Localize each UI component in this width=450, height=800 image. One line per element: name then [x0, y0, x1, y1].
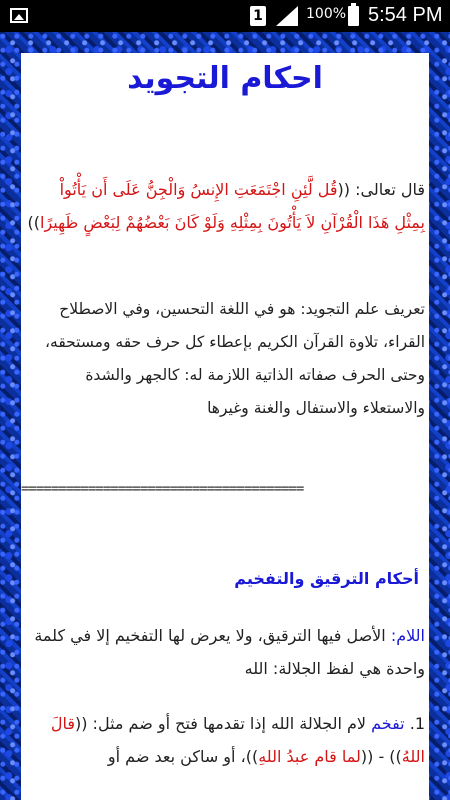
- clock: 5:54 PM: [368, 4, 443, 26]
- rule-paragraph: [27, 707, 425, 773]
- rule-text-3: ))، أو ساكن بعد ضم أو: [107, 747, 259, 766]
- section-divider: ======================================: [21, 481, 304, 497]
- rule-text-2: )) - ((: [360, 747, 402, 766]
- content-page[interactable]: [21, 53, 429, 800]
- lam-paragraph: [27, 619, 425, 685]
- sim-indicator: 1: [250, 6, 266, 26]
- rule-text-1: لام الجلالة الله إذا تقدمها فتح أو ضم مثل: ((: [74, 714, 372, 733]
- rule-example-1: قالَ اللهُ: [50, 714, 425, 766]
- battery-icon: [348, 6, 359, 26]
- page-title: احكام التجويد: [127, 61, 323, 96]
- section-title: أحكام الترقيق والتفخيم: [234, 569, 419, 588]
- rule-example-2: لما قام عبدُ اللهِ: [258, 747, 361, 766]
- status-bar: [0, 0, 450, 32]
- signal-icon: [276, 6, 298, 26]
- gallery-notification-icon: [10, 8, 28, 23]
- rule-label: تفخم: [371, 714, 405, 733]
- verse-paragraph: [27, 173, 425, 239]
- lam-text: الأصل فيها الترقيق، ولا يعرض لها التفخيم إلا في كلمة واحدة هي لفظ الجلالة: الله: [34, 626, 425, 678]
- verse-outro: )): [27, 213, 41, 232]
- verse-text: قُل لَّئِنِ اجْتَمَعَتِ الإِنسُ وَالْجِنُّ عَلَى أَن يَأْتُواْ بِمِثْلِ هَذَا الْقُرْآنِ لاَ يَأْتُونَ بِمِثْلِهِ وَلَوْ كَانَ بَعْضُهُمْ لِبَعْضٍ ظَهِيرًا: [40, 180, 425, 232]
- rule-number: 1.: [404, 714, 425, 733]
- lam-label: اللام:: [390, 626, 425, 645]
- battery-percent: 100%: [306, 6, 347, 22]
- definition-paragraph: تعريف علم التجويد: هو في اللغة التحسين، وفي الاصطلاح القراء، تلاوة القرآن الكريم بإعطاء كل حرف حقه ومستحقه، وحتى الحرف صفاته الذاتية اللازمة له: كالجهر والشدة والاستعلاء والاستفال والغنة وغيرها: [45, 300, 425, 417]
- verse-intro: قال تعالى: ((: [337, 180, 425, 199]
